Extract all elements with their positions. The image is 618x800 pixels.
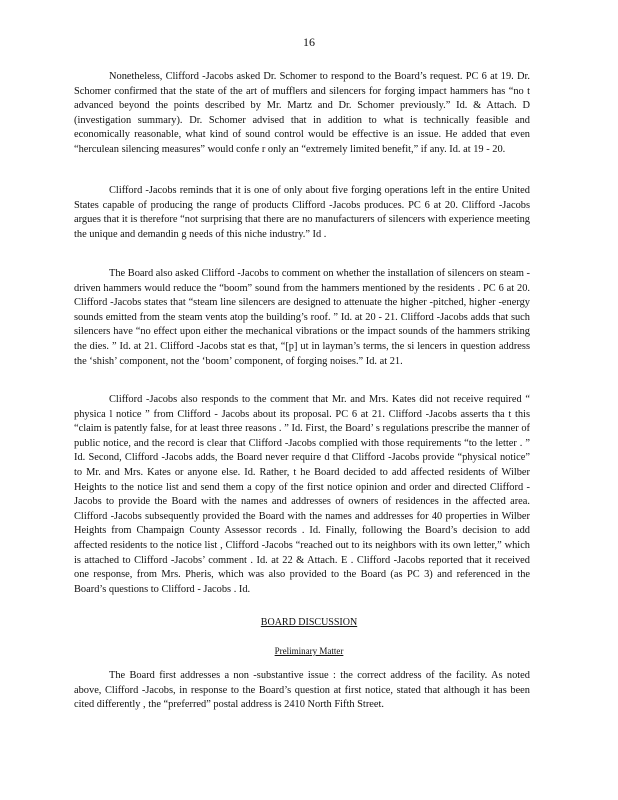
page-number: 16 [303, 35, 315, 49]
body-paragraph: Clifford -Jacobs reminds that it is one of only about five forging operations left in the entire United States capable of producing the range of products Clifford -Jacobs produces. PC 6 at 20. Clifford -Jacobs argues that it is therefore “not surprising that there are no manufacturers of silencers with experience meeting the unique and demandin g needs of this niche industry.” Id . [74, 185, 530, 240]
section-heading [0, 616, 618, 631]
subsection-heading-text: Preliminary Matter [274, 646, 344, 656]
body-paragraph: Nonetheless, Clifford -Jacobs asked Dr. Schomer to respond to the Board’s request. PC 6 at 19. Dr. Schomer confirmed that the state of the art of mufflers and silencers for forging impact hammers has “no t advanced beyond the points described by Mr. Martz and Dr. Schomer previously.” Id. & Attach. D (investigation summary). Dr. Schomer advised that in addition to what is technically feasible and economically reasonable, what kind of sound control would be effective is an issue. He added that even “herculean silencing measures” would confe r only an “extremely limited benefit,” if any. Id. at 19 - 20. [74, 71, 530, 155]
section-heading-text: BOARD DISCUSSION [260, 617, 358, 628]
body-paragraph: The Board also asked Clifford -Jacobs to comment on whether the installation of silencers on steam -driven hammers would reduce the “boom” sound from the hammers mentioned by the residents . PC 6 at 20. Clifford -Jacobs states that “steam line silencers are designed to attenuate the higher -pitched, higher -energy sounds emitted from the steam vents atop the building’s roof. ” Id. at 20 - 21. Clifford -Jacobs adds that such silencers have “no effect upon either the mechanical vibrations or the impact sounds of the hammers striking the dies. ” Id. at 21. Clifford -Jacobs stat es that, “[p] ut in layman’s terms, the si lencers in question address the ‘shish’ component, not the ‘boom’ component, of forging noises.” Id. at 21. [74, 268, 530, 367]
body-paragraph: The Board first addresses a non -substantive issue : the correct address of the facility. As noted above, Clifford -Jacobs, in response to the Board’s question at first notice, stated that although it has been cited differently , the “preferred” postal address is 2410 North Fifth Street. [74, 670, 530, 711]
subsection-heading [0, 644, 618, 659]
body-paragraph: Clifford -Jacobs also responds to the comment that Mr. and Mrs. Kates did not receive required “ physica l notice ” from Clifford - Jacobs about its proposal. PC 6 at 21. Clifford -Jacobs asserts tha t this “claim is patently false, for at least three reasons . ” Id. First, the Board’ s regulations prescribe the manner of public notice, and the record is clear that Clifford -Jacobs complied with those requirements “to the letter . ” Id. Second, Clifford -Jacobs adds, the Board never require d that Clifford -Jacobs provide “physical notice” to Mr. and Mrs. Kates or anyone else. Id. Rather, t he Board decided to add affected residents of Wilber Heights to the notice list and send them a copy of the first notice opinion and order and directed Clifford - Jacobs to provide the Board with the names and addresses of owners of residences in the affected area. Clifford -Jacobs subsequently provided the Board with the names and addresses for 40 properties in Wilber Heights from Champaign County Assessor records . Id. Finally, following the Board’s decision to add affected residents to the notice list , Clifford -Jacobs “reached out to its neighbors with its own letter,” which is attached to Clifford -Jacobs’ comment . Id. at 22 & Attach. E . Clifford -Jacobs reported that it received one response, from Mrs. Pheris, which was also provided to the Board (as PC 3) and referenced in the Board’s questions to Clifford - Jacobs . Id. [74, 394, 530, 595]
